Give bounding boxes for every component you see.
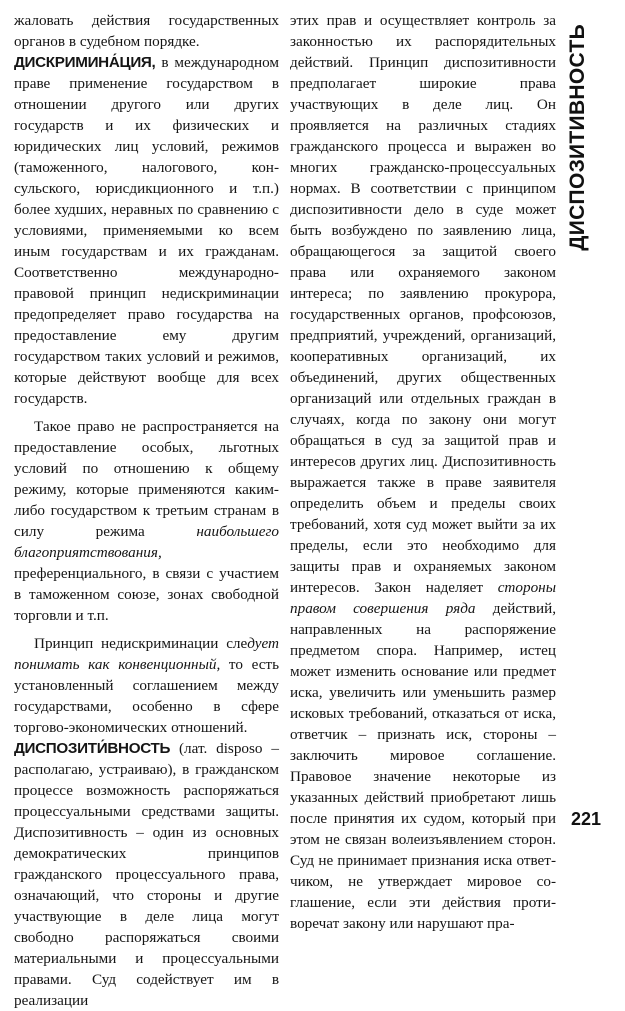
page-number: 221 xyxy=(571,809,602,829)
paragraph xyxy=(14,633,279,738)
italic-phrase: стороны правом совершения ряда xyxy=(290,579,556,617)
entry-term-dispositivity: ДИСПОЗИТИ́ВНОСТЬ xyxy=(14,740,171,757)
text-run: действий, направленных на распоряжение предметом спора. Например, истец может изменить основание или предмет иска, увеличить или уменьшить размер исковых требований, отказаться от иска, ответчик – признать иск, стороны – заключить мировое соглашение. Правовое значение некоторые из указанных действий приобретают лишь после принятия их судом, который при этом не связан волеизъявлением сторон. Суд не принимает признания иска ответчиком, не утверждает мировое соглашение, если эти действия противоречат закону или нарушают пра- xyxy=(290,600,556,932)
entry-text: (лат. disposo – располагаю, устраиваю), в гражданском процессе возможность распоряжаться процессуальными средствами защиты. Диспозитивность – один из основных демократических принципов гражданского процессуального права, означающий, что стороны и другие участвующие в деле лица могут свободно распоряжаться своими материальными и процессуальными правами. Суд содействует им в реализации xyxy=(14,740,279,1009)
entry-discrimination xyxy=(14,52,279,409)
italic-phrase: дует понимать как конвенционный, xyxy=(14,635,279,673)
text-run: преференциального, в связи с участием в таможенном союзе, зонах свободной торговли и т.п. xyxy=(14,565,279,624)
text-run: то есть установленный соглашением между государствами, особенно в сфере торгово-экономических отношений. xyxy=(14,656,279,736)
text-run: Такое право не распространяется на предоставление особых, льготных условий по отношению к общему режиму, которые применяются каким-либо государством к третьим странам в силу режима xyxy=(14,418,279,540)
paragraph xyxy=(14,416,279,626)
entry-term-discrimination: ДИСКРИМИНА́ЦИЯ, xyxy=(14,54,156,71)
paragraph-continuation xyxy=(290,10,556,934)
paragraph-continuation: жаловать действия государственных органов в судебном порядке. xyxy=(14,12,279,50)
text-run: этих прав и осуществляет контроль за законностью их распорядительных действий. Принцип диспозитивности предполагает широкие права участвующих в деле лиц. Он проявляется на различных стадиях гражданского процесса и выражен во многих гражданско-процессуальных нормах. В соответствии с принципом диспозитивности дело в суде может быть возбуждено по заявлению лица, обращающегося за защитой своего права или охраняемого законом интереса; по заявлению прокурора, государственных органов, профсоюзов, предприятий, учреждений, организаций, кооперативных организаций, их объединений, других общественных организаций или отдельных граждан в случаях, когда по закону они могут обращаться в суд за защитой прав и интересов других лиц. Диспозитивность выражается также в праве заявителя определить объем и пределы своих требований, хотя суд может выйти за их пределы, если это необходимо для защиты прав и охраняемых законом интересов. Закон наделяет xyxy=(290,12,556,596)
entry-text: в международном праве применение государством в отношении другого или других государств и их физических и юридических лиц условий, режимов (таможенного, налогового, консульского, юрисдикционного и т.п.) более худших, неравных по сравнению с условиями, применяемыми ко всем иным государствам и их гражданам. Соответственно международно-правовой принцип недискриминации предопределяет право государства на предоставление ему другим государством таких условий и режимов, которые действуют вообще для всех государств. xyxy=(14,54,279,407)
right-column xyxy=(290,10,556,934)
text-run: Принцип недискриминации сле xyxy=(34,635,248,652)
running-head: ДИСПОЗИТИВНОСТЬ xyxy=(566,24,589,251)
italic-phrase: наибольшего благоприятствования, xyxy=(14,523,279,561)
left-column xyxy=(14,10,279,1011)
entry-dispositivity xyxy=(14,738,279,1011)
